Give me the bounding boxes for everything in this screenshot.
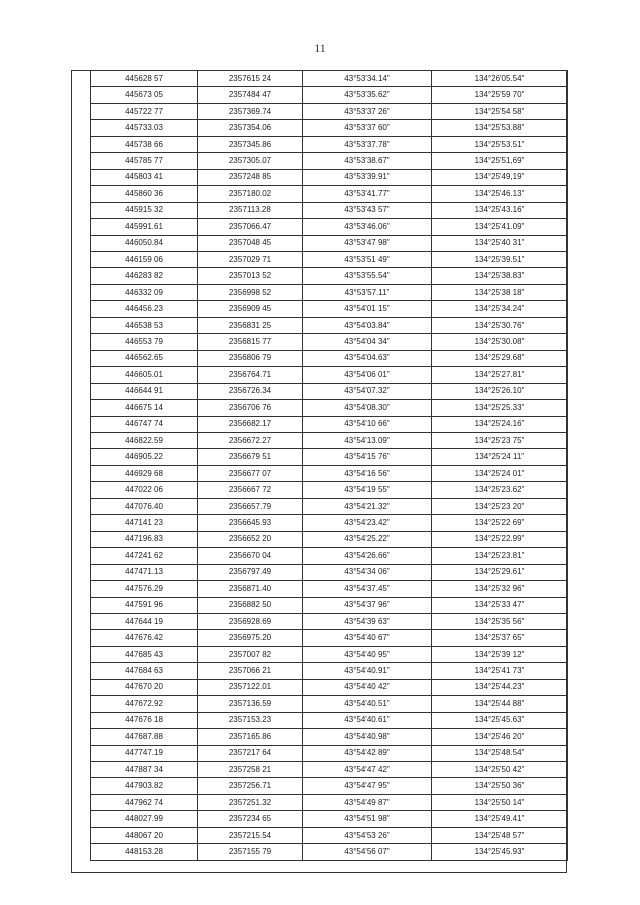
x-coordinate-cell: 447141 23 xyxy=(91,515,198,531)
table-row xyxy=(91,597,568,613)
coordinates-table xyxy=(90,70,568,861)
longitude-cell: 134°25'23.62" xyxy=(432,482,568,498)
x-coordinate-cell: 445785 77 xyxy=(91,153,198,169)
longitude-cell: 134°25'48.54" xyxy=(432,745,568,761)
x-coordinate-cell: 445628 57 xyxy=(91,71,198,87)
x-coordinate-cell: 445915 32 xyxy=(91,202,198,218)
table-row xyxy=(91,745,568,761)
longitude-cell: 134°25'30.08" xyxy=(432,334,568,350)
longitude-cell: 134°25'44 88" xyxy=(432,696,568,712)
table-row xyxy=(91,235,568,251)
y-coordinate-cell: 2357153.23 xyxy=(198,712,303,728)
table-row xyxy=(91,811,568,827)
x-coordinate-cell: 446747 74 xyxy=(91,416,198,432)
table-row xyxy=(91,169,568,185)
table-row xyxy=(91,712,568,728)
x-coordinate-cell: 447591 96 xyxy=(91,597,198,613)
latitude-cell: 43°53'37 26" xyxy=(303,103,432,119)
table-row xyxy=(91,646,568,662)
x-coordinate-cell: 447887 34 xyxy=(91,762,198,778)
table-row xyxy=(91,482,568,498)
table-row xyxy=(91,350,568,366)
y-coordinate-cell: 2357029 71 xyxy=(198,251,303,267)
latitude-cell: 43°54'01 15" xyxy=(303,301,432,317)
y-coordinate-cell: 2357354.06 xyxy=(198,120,303,136)
latitude-cell: 43°54'40.98" xyxy=(303,729,432,745)
table-row xyxy=(91,498,568,514)
table-row xyxy=(91,449,568,465)
table-row xyxy=(91,794,568,810)
x-coordinate-cell: 446929 68 xyxy=(91,465,198,481)
table-row xyxy=(91,432,568,448)
table-row xyxy=(91,120,568,136)
x-coordinate-cell: 448067 20 xyxy=(91,827,198,843)
latitude-cell: 43°54'04.63" xyxy=(303,350,432,366)
latitude-cell: 43°54'04 34" xyxy=(303,334,432,350)
latitude-cell: 43°54'10 66" xyxy=(303,416,432,432)
table-row xyxy=(91,564,568,580)
longitude-cell: 134°25'38 18" xyxy=(432,284,568,300)
x-coordinate-cell: 447676.42 xyxy=(91,630,198,646)
latitude-cell: 43°54'51 98" xyxy=(303,811,432,827)
y-coordinate-cell: 2357615 24 xyxy=(198,71,303,87)
longitude-cell: 134°25'40 31" xyxy=(432,235,568,251)
table-row xyxy=(91,663,568,679)
y-coordinate-cell: 2356909 45 xyxy=(198,301,303,317)
latitude-cell: 43°54'21.32" xyxy=(303,498,432,514)
y-coordinate-cell: 2357484 47 xyxy=(198,87,303,103)
longitude-cell: 134°25'39 12" xyxy=(432,646,568,662)
x-coordinate-cell: 445860 36 xyxy=(91,186,198,202)
y-coordinate-cell: 2356928.69 xyxy=(198,613,303,629)
x-coordinate-cell: 447022 06 xyxy=(91,482,198,498)
table-row xyxy=(91,679,568,695)
latitude-cell: 43°54'49 87" xyxy=(303,794,432,810)
longitude-cell: 134°25'38.83" xyxy=(432,268,568,284)
longitude-cell: 134°25'23 75" xyxy=(432,432,568,448)
x-coordinate-cell: 447471.13 xyxy=(91,564,198,580)
x-coordinate-cell: 446283 82 xyxy=(91,268,198,284)
x-coordinate-cell: 445738 66 xyxy=(91,136,198,152)
longitude-cell: 134°25'50 36" xyxy=(432,778,568,794)
table-row xyxy=(91,548,568,564)
x-coordinate-cell: 446159 06 xyxy=(91,251,198,267)
longitude-cell: 134°25'23.81" xyxy=(432,548,568,564)
latitude-cell: 43°54'19 55" xyxy=(303,482,432,498)
latitude-cell: 43°53'34.14" xyxy=(303,71,432,87)
x-coordinate-cell: 447672.92 xyxy=(91,696,198,712)
y-coordinate-cell: 2356645.93 xyxy=(198,515,303,531)
longitude-cell: 134°25'48 57" xyxy=(432,827,568,843)
longitude-cell: 134°25'51,69" xyxy=(432,153,568,169)
y-coordinate-cell: 2357048 45 xyxy=(198,235,303,251)
latitude-cell: 43°54'16 56" xyxy=(303,465,432,481)
latitude-cell: 43°54'25.22" xyxy=(303,531,432,547)
y-coordinate-cell: 2357215.54 xyxy=(198,827,303,843)
x-coordinate-cell: 447747.19 xyxy=(91,745,198,761)
longitude-cell: 134°25'49,19" xyxy=(432,169,568,185)
longitude-cell: 134°25'24 01" xyxy=(432,465,568,481)
longitude-cell: 134°25'22.99" xyxy=(432,531,568,547)
longitude-cell: 134°25'45.63" xyxy=(432,712,568,728)
y-coordinate-cell: 2357217 64 xyxy=(198,745,303,761)
y-coordinate-cell: 2357155 79 xyxy=(198,844,303,860)
x-coordinate-cell: 446605.01 xyxy=(91,367,198,383)
y-coordinate-cell: 2356871.40 xyxy=(198,581,303,597)
latitude-cell: 43°54'56 07" xyxy=(303,844,432,860)
longitude-cell: 134°25'24 11" xyxy=(432,449,568,465)
longitude-cell: 134°25'22 69" xyxy=(432,515,568,531)
latitude-cell: 43°54'40 95" xyxy=(303,646,432,662)
y-coordinate-cell: 2357066 21 xyxy=(198,663,303,679)
latitude-cell: 43°54'47 42" xyxy=(303,762,432,778)
table-row xyxy=(91,515,568,531)
latitude-cell: 43°53'37.78" xyxy=(303,136,432,152)
longitude-cell: 134°25'35 56" xyxy=(432,613,568,629)
longitude-cell: 134°25'44.23" xyxy=(432,679,568,695)
y-coordinate-cell: 2356998 52 xyxy=(198,284,303,300)
latitude-cell: 43°53'55.54" xyxy=(303,268,432,284)
latitude-cell: 43°53'51 49" xyxy=(303,251,432,267)
y-coordinate-cell: 2356670 04 xyxy=(198,548,303,564)
x-coordinate-cell: 447196.83 xyxy=(91,531,198,547)
latitude-cell: 43°54'03.84" xyxy=(303,317,432,333)
latitude-cell: 43°54'37 96" xyxy=(303,597,432,613)
x-coordinate-cell: 446822.59 xyxy=(91,432,198,448)
y-coordinate-cell: 2356806 79 xyxy=(198,350,303,366)
latitude-cell: 43°54'07.32" xyxy=(303,383,432,399)
latitude-cell: 43°54'26.66" xyxy=(303,548,432,564)
longitude-cell: 134°25'53.88" xyxy=(432,120,568,136)
y-coordinate-cell: 2356667 72 xyxy=(198,482,303,498)
table-row xyxy=(91,581,568,597)
y-coordinate-cell: 2357251.32 xyxy=(198,794,303,810)
table-row xyxy=(91,400,568,416)
y-coordinate-cell: 2357136.59 xyxy=(198,696,303,712)
longitude-cell: 134°25'41.09" xyxy=(432,219,568,235)
x-coordinate-cell: 447076.40 xyxy=(91,498,198,514)
y-coordinate-cell: 2356764.71 xyxy=(198,367,303,383)
y-coordinate-cell: 2357256.71 xyxy=(198,778,303,794)
table-row xyxy=(91,729,568,745)
latitude-cell: 43°53'37 60" xyxy=(303,120,432,136)
y-coordinate-cell: 2357113.28 xyxy=(198,202,303,218)
longitude-cell: 134°25'45.93" xyxy=(432,844,568,860)
longitude-cell: 134°25'27.81" xyxy=(432,367,568,383)
x-coordinate-cell: 447676 18 xyxy=(91,712,198,728)
longitude-cell: 134°25'50 14" xyxy=(432,794,568,810)
table-row xyxy=(91,334,568,350)
y-coordinate-cell: 2357122.01 xyxy=(198,679,303,695)
y-coordinate-cell: 2357248 85 xyxy=(198,169,303,185)
y-coordinate-cell: 2357066.47 xyxy=(198,219,303,235)
x-coordinate-cell: 447687.88 xyxy=(91,729,198,745)
longitude-cell: 134°25'25.33" xyxy=(432,400,568,416)
table-row xyxy=(91,87,568,103)
latitude-cell: 43°54'40 67" xyxy=(303,630,432,646)
latitude-cell: 43°54'23.42" xyxy=(303,515,432,531)
x-coordinate-cell: 445722 77 xyxy=(91,103,198,119)
x-coordinate-cell: 447241 62 xyxy=(91,548,198,564)
longitude-cell: 134°25'50 42" xyxy=(432,762,568,778)
x-coordinate-cell: 447644 19 xyxy=(91,613,198,629)
longitude-cell: 134°25'37 65" xyxy=(432,630,568,646)
longitude-cell: 134°25'46 20" xyxy=(432,729,568,745)
longitude-cell: 134°25'26.10" xyxy=(432,383,568,399)
latitude-cell: 43°53'35.62" xyxy=(303,87,432,103)
x-coordinate-cell: 447684 63 xyxy=(91,663,198,679)
x-coordinate-cell: 447962 74 xyxy=(91,794,198,810)
y-coordinate-cell: 2357305.07 xyxy=(198,153,303,169)
y-coordinate-cell: 2356831 25 xyxy=(198,317,303,333)
page-number: 11 xyxy=(314,41,326,55)
latitude-cell: 43°54'53 26" xyxy=(303,827,432,843)
y-coordinate-cell: 2356882 50 xyxy=(198,597,303,613)
x-coordinate-cell: 448027.99 xyxy=(91,811,198,827)
latitude-cell: 43°54'40.61" xyxy=(303,712,432,728)
longitude-cell: 134°25'41 73" xyxy=(432,663,568,679)
table-row xyxy=(91,367,568,383)
latitude-cell: 43°54'37.45" xyxy=(303,581,432,597)
table-row xyxy=(91,416,568,432)
longitude-cell: 134°25'32 96" xyxy=(432,581,568,597)
latitude-cell: 43°54'06 01" xyxy=(303,367,432,383)
longitude-cell: 134°25'43.16" xyxy=(432,202,568,218)
latitude-cell: 43°53'43 57" xyxy=(303,202,432,218)
coordinates-table-body xyxy=(91,71,568,861)
y-coordinate-cell: 2356672.27 xyxy=(198,432,303,448)
y-coordinate-cell: 2356975.20 xyxy=(198,630,303,646)
y-coordinate-cell: 2357234 65 xyxy=(198,811,303,827)
y-coordinate-cell: 2356726.34 xyxy=(198,383,303,399)
table-row xyxy=(91,465,568,481)
x-coordinate-cell: 446644 91 xyxy=(91,383,198,399)
x-coordinate-cell: 445991.61 xyxy=(91,219,198,235)
table-row xyxy=(91,827,568,843)
table-row xyxy=(91,268,568,284)
latitude-cell: 43°54'15 76" xyxy=(303,449,432,465)
table-row xyxy=(91,383,568,399)
y-coordinate-cell: 2356815 77 xyxy=(198,334,303,350)
x-coordinate-cell: 447670 20 xyxy=(91,679,198,695)
longitude-cell: 134°25'34.24" xyxy=(432,301,568,317)
latitude-cell: 43°54'47 95" xyxy=(303,778,432,794)
x-coordinate-cell: 446675 14 xyxy=(91,400,198,416)
latitude-cell: 43°53'46.06" xyxy=(303,219,432,235)
y-coordinate-cell: 2356679 51 xyxy=(198,449,303,465)
table-row xyxy=(91,219,568,235)
latitude-cell: 43°53'41.77" xyxy=(303,186,432,202)
table-row xyxy=(91,630,568,646)
x-coordinate-cell: 445673 05 xyxy=(91,87,198,103)
x-coordinate-cell: 446050.84 xyxy=(91,235,198,251)
longitude-cell: 134°25'24.16" xyxy=(432,416,568,432)
table-row xyxy=(91,251,568,267)
x-coordinate-cell: 446905.22 xyxy=(91,449,198,465)
latitude-cell: 43°54'40.91" xyxy=(303,663,432,679)
table-row xyxy=(91,71,568,87)
x-coordinate-cell: 447685 43 xyxy=(91,646,198,662)
table-row xyxy=(91,186,568,202)
latitude-cell: 43°54'13.09" xyxy=(303,432,432,448)
y-coordinate-cell: 2357345.86 xyxy=(198,136,303,152)
table-row xyxy=(91,778,568,794)
table-row xyxy=(91,153,568,169)
x-coordinate-cell: 448153.28 xyxy=(91,844,198,860)
longitude-cell: 134°25'29.68" xyxy=(432,350,568,366)
latitude-cell: 43°54'39 63" xyxy=(303,613,432,629)
x-coordinate-cell: 447576.29 xyxy=(91,581,198,597)
longitude-cell: 134°25'49.41" xyxy=(432,811,568,827)
y-coordinate-cell: 2357369.74 xyxy=(198,103,303,119)
table-row xyxy=(91,696,568,712)
table-row xyxy=(91,613,568,629)
longitude-cell: 134°25'59 70" xyxy=(432,87,568,103)
latitude-cell: 43°54'08.30" xyxy=(303,400,432,416)
longitude-cell: 134°25'54 58" xyxy=(432,103,568,119)
y-coordinate-cell: 2357165.86 xyxy=(198,729,303,745)
table-row xyxy=(91,136,568,152)
table-row xyxy=(91,844,568,860)
longitude-cell: 134°26'05.54" xyxy=(432,71,568,87)
latitude-cell: 43°53'38.67" xyxy=(303,153,432,169)
latitude-cell: 43°53'47 98" xyxy=(303,235,432,251)
x-coordinate-cell: 445733.03 xyxy=(91,120,198,136)
y-coordinate-cell: 2357007 82 xyxy=(198,646,303,662)
x-coordinate-cell: 445803 41 xyxy=(91,169,198,185)
y-coordinate-cell: 2356706 76 xyxy=(198,400,303,416)
y-coordinate-cell: 2356682.17 xyxy=(198,416,303,432)
y-coordinate-cell: 2356677 07 xyxy=(198,465,303,481)
longitude-cell: 134°25'23 20" xyxy=(432,498,568,514)
x-coordinate-cell: 447903.82 xyxy=(91,778,198,794)
longitude-cell: 134°25'46.13" xyxy=(432,186,568,202)
longitude-cell: 134°25'39.51" xyxy=(432,251,568,267)
table-row xyxy=(91,317,568,333)
y-coordinate-cell: 2356652 20 xyxy=(198,531,303,547)
x-coordinate-cell: 446562.65 xyxy=(91,350,198,366)
table-row xyxy=(91,103,568,119)
longitude-cell: 134°25'53.51" xyxy=(432,136,568,152)
table-row xyxy=(91,301,568,317)
table-row xyxy=(91,762,568,778)
x-coordinate-cell: 446332 09 xyxy=(91,284,198,300)
latitude-cell: 43°54'34 06" xyxy=(303,564,432,580)
x-coordinate-cell: 446553 79 xyxy=(91,334,198,350)
table-row xyxy=(91,531,568,547)
table-row xyxy=(91,284,568,300)
latitude-cell: 43°54'42 89" xyxy=(303,745,432,761)
latitude-cell: 43°53'39.91" xyxy=(303,169,432,185)
y-coordinate-cell: 2357258 21 xyxy=(198,762,303,778)
y-coordinate-cell: 2357180.02 xyxy=(198,186,303,202)
table-row xyxy=(91,202,568,218)
latitude-cell: 43°53'57.11" xyxy=(303,284,432,300)
y-coordinate-cell: 2356657.79 xyxy=(198,498,303,514)
longitude-cell: 134°25'29.61" xyxy=(432,564,568,580)
longitude-cell: 134°25'30.76" xyxy=(432,317,568,333)
x-coordinate-cell: 446456.23 xyxy=(91,301,198,317)
latitude-cell: 43°54'40 42" xyxy=(303,679,432,695)
latitude-cell: 43°54'40.51" xyxy=(303,696,432,712)
y-coordinate-cell: 2356797.49 xyxy=(198,564,303,580)
x-coordinate-cell: 446538 53 xyxy=(91,317,198,333)
longitude-cell: 134°25'33 47" xyxy=(432,597,568,613)
y-coordinate-cell: 2357013 52 xyxy=(198,268,303,284)
